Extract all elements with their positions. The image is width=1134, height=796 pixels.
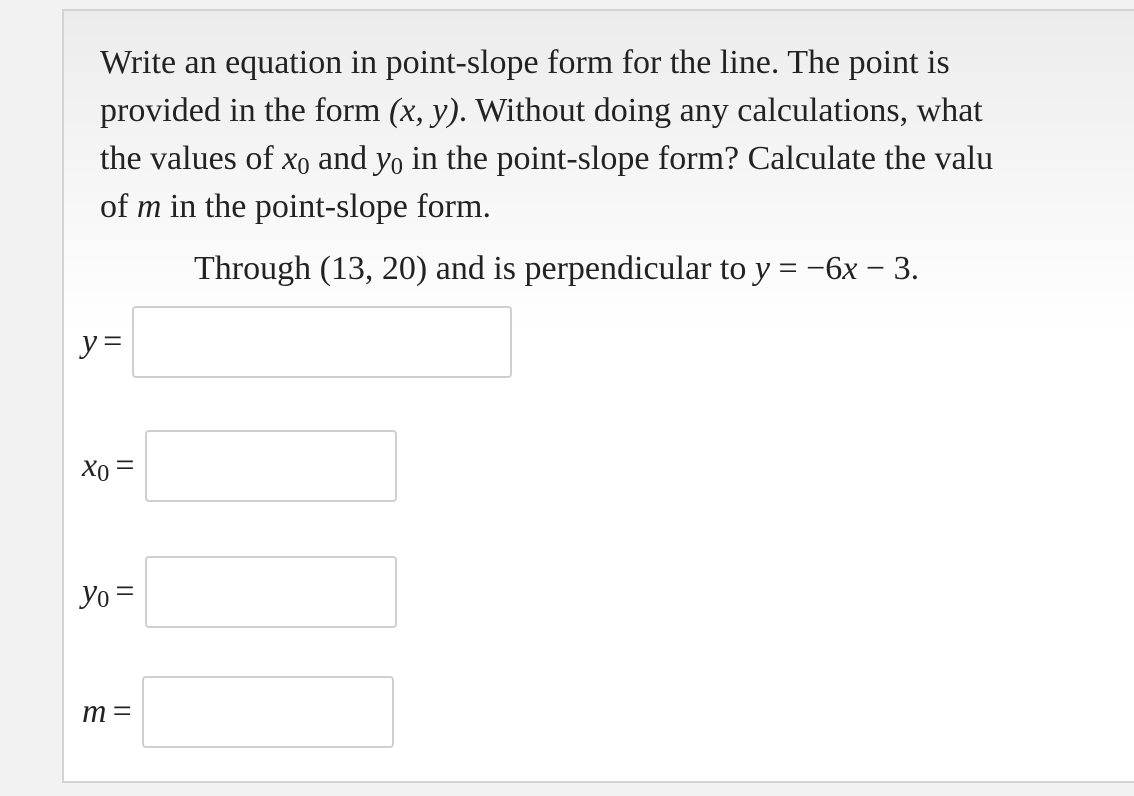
y0-symbol: y	[375, 140, 391, 177]
problem-text: in the point-slope form? Calculate the valu	[402, 140, 994, 177]
equals-sign: =	[112, 693, 132, 730]
equals-sign: =	[115, 447, 135, 484]
x0-label-subscript: 0	[97, 459, 110, 487]
y-equation-input[interactable]	[132, 306, 512, 378]
problem-text: in the point-slope form.	[161, 188, 491, 225]
x0-subscript: 0	[297, 152, 310, 180]
problem-line-2	[100, 87, 1134, 135]
m-symbol: m	[136, 188, 162, 225]
problem-text: provided in the form	[100, 92, 389, 129]
problem-line-4	[100, 183, 1134, 231]
x0-label	[82, 447, 135, 485]
y0-input[interactable]	[145, 556, 397, 628]
y-var: y	[82, 323, 98, 360]
y0-label-subscript: 0	[97, 585, 110, 613]
given-condition	[194, 245, 919, 293]
point-notation: (x, y)	[388, 92, 459, 129]
m-answer-row	[82, 676, 394, 748]
problem-text: the values of	[100, 140, 283, 177]
m-var: m	[82, 693, 107, 730]
given-equation-tail: − 3.	[857, 250, 920, 287]
given-y-symbol: y	[754, 250, 770, 287]
m-label	[82, 693, 132, 731]
x0-symbol: x	[282, 140, 298, 177]
y0-label	[82, 573, 135, 611]
problem-text: and	[309, 140, 376, 177]
equals-sign: =	[115, 573, 135, 610]
problem-statement	[100, 39, 1134, 231]
equals-sign: =	[103, 323, 123, 360]
m-input[interactable]	[142, 676, 394, 748]
x0-var: x	[82, 447, 98, 484]
problem-text: Write an equation in point-slope form for the line. The point is	[100, 44, 950, 81]
y0-answer-row	[82, 556, 397, 628]
problem-line-1	[100, 39, 1134, 87]
y-answer-row	[82, 306, 512, 378]
problem-text: . Without doing any calculations, what	[458, 92, 983, 129]
given-equation-text: = −6	[769, 250, 843, 287]
problem-text: of	[100, 188, 137, 225]
problem-line-3	[100, 135, 1134, 183]
question-card	[62, 9, 1134, 783]
x0-input[interactable]	[145, 430, 397, 502]
given-x-symbol: x	[842, 250, 858, 287]
given-text: Through (13, 20) and is perpendicular to	[194, 250, 755, 287]
y0-subscript: 0	[390, 152, 403, 180]
x0-answer-row	[82, 430, 397, 502]
y-label	[82, 323, 122, 361]
y0-var: y	[82, 573, 98, 610]
